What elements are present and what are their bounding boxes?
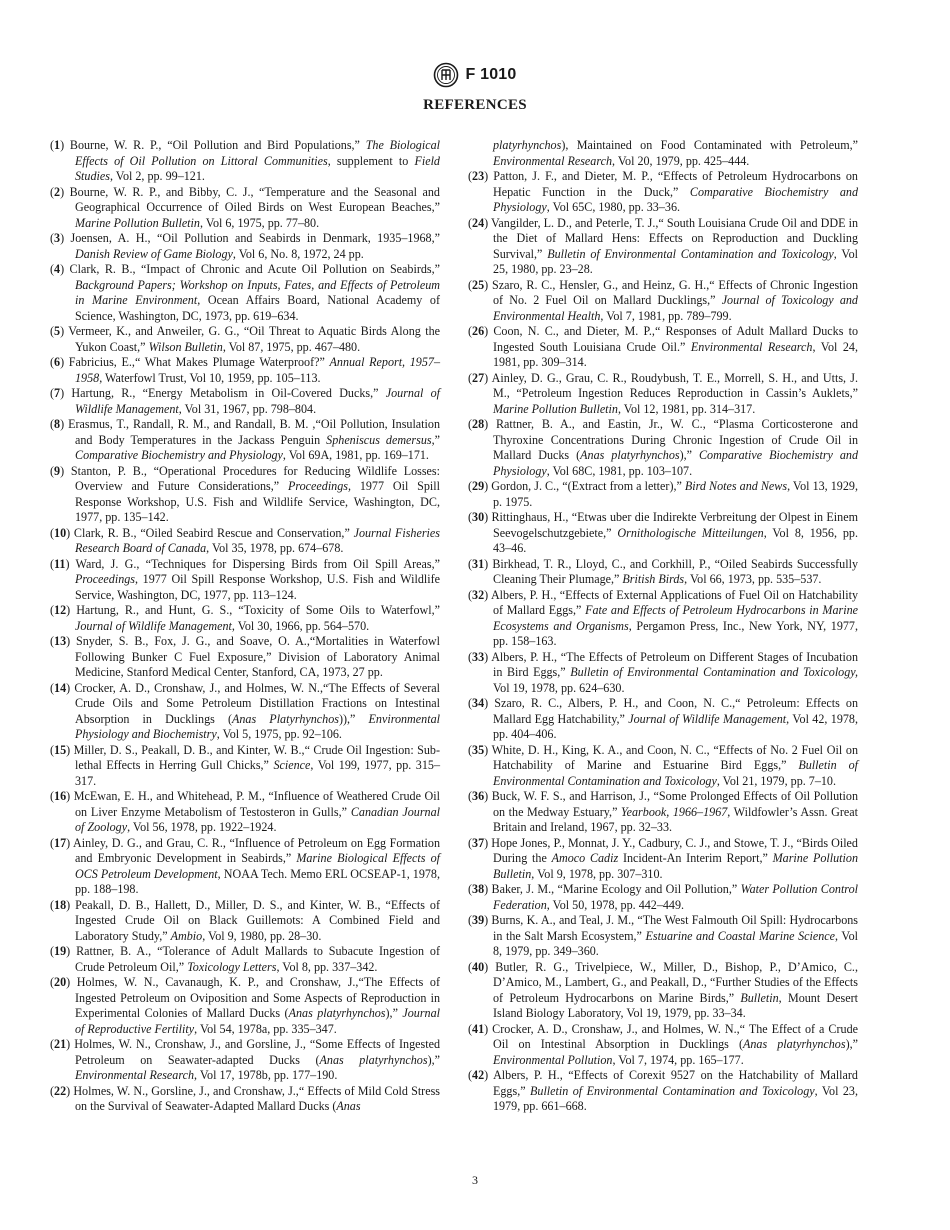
reference-number: 24 <box>472 215 485 230</box>
reference-italic-text: Anas platyrhynchos <box>580 448 680 462</box>
reference-item: (25) Szaro, R. C., Hensler, G., and Heinz, G. H.,“ Effects of Chronic Ingestion of No. 2 Fuel Oil on Mallard Ducklings,” Journal of Toxicology and Environmental Health, Vol 7, 1981, pp. 789–799. <box>468 277 858 323</box>
reference-text: Rattner, B. A., “Tolerance of Adult Mallards to Subacute Ingestion of Crude Petroleum Oil,” <box>75 944 440 974</box>
reference-text: , Vol 42, 1978, pp. 404–406. <box>493 711 858 741</box>
reference-italic-text: Environmental Research <box>493 153 613 168</box>
reference-italic-text: Ambio <box>170 928 203 943</box>
reference-text: , Vol 30, 1966, pp. 564–570. <box>231 618 370 633</box>
reference-text: Ainley, D. G., Grau, C. R., Roudybush, T. E., Morrell, S. H., and Utts, J. M., “Petroleum Ingestion Reduces Reproduction in Cassin’s Auklets,” <box>491 370 858 400</box>
reference-text: Hope Jones, P., Monnat, J. Y., Cadbury, C. J., and Stowe, T. J., “Birds Oiled During the <box>491 835 858 865</box>
reference-text: , Vol 68C, 1981, pp. 103–107. <box>546 463 693 478</box>
reference-item: (34) Szaro, R. C., Albers, P. H., and Coon, N. C.,“ Petroleum: Effects on Mallard Egg Hatchability,” Journal of Wildlife Management, Vol 42, 1978, pp. 404–406. <box>468 696 858 741</box>
reference-text: Hartung, R., and Hunt, G. S., “Toxicity of Some Oils to Waterfowl,” <box>76 603 440 617</box>
reference-text: , Vol 69A, 1981, pp. 169–171. <box>282 448 429 462</box>
reference-italic-text: Yearbook, 1966–1967 <box>621 804 728 819</box>
reference-text: Clark, R. B., “Impact of Chronic and Acute Oil Pollution on Seabirds,” <box>69 262 440 276</box>
reference-number: 7 <box>54 386 61 400</box>
reference-number: 14 <box>54 680 67 695</box>
reference-item: (28) Rattner, B. A., and Eastin, Jr., W. C., “Plasma Corticosterone and Thyroxine Concentrations During Chronic Ingestion of Crude Oil in Mallard Ducks (Anas platyrhynchos),” Comparative Biochemistry and Physiology, Vol 68C, 1981, pp. 103–107. <box>468 417 859 478</box>
reference-italic-text: Journal of Reproductive Fertility <box>75 1006 440 1036</box>
reference-item: (14) Crocker, A. D., Cronshaw, J., and Holmes, W. N.,“The Effects of Several Crude Oils and Some Petroleum Distillation Fractions on Intestinal Absorption in Ducklings (Anas Platyrhynchos)),” Environmental Physiology and Biochemistry, Vol 5, 1975, pp. 92–106. <box>50 680 440 741</box>
reference-item: (20) Holmes, W. N., Cavanaugh, K. P., and Cronshaw, J.,“The Effects of Ingested Petroleum on Oviposition and Some Aspects of Reproduction in Experimental Colonies of Mallard Ducks (Anas platyrhynchos),” Journal of Reproductive Fertility, Vol 54, 1978a, pp. 335–347. <box>50 975 440 1036</box>
reference-item: (37) Hope Jones, P., Monnat, J. Y., Cadbury, C. J., and Stowe, T. J., “Birds Oiled During the Amoco Cadiz Incident-An Interim Report,” Marine Pollution Bulletin, Vol 9, 1978, pp. 307–310. <box>468 835 858 881</box>
reference-italic-text: Anas platyrhynchos <box>288 1006 386 1020</box>
reference-text: Baker, J. M., “Marine Ecology and Oil Pollution,” <box>491 882 741 896</box>
reference-italic-text: Proceedings <box>75 572 136 586</box>
reference-number: 29 <box>472 479 485 493</box>
reference-text: Albers, P. H., “The Effects of Petroleum on Different Stages of Incubation in Bird Eggs,” <box>491 649 858 679</box>
reference-number: 22 <box>54 1083 67 1098</box>
reference-italic-text: Comparative Biochemistry and Physiology <box>493 448 859 478</box>
reference-text: , Vol 9, 1978, pp. 307–310. <box>531 866 663 881</box>
reference-number: 20 <box>54 975 67 989</box>
reference-number: 11 <box>54 556 66 571</box>
reference-item: (35) White, D. H., King, K. A., and Coon, N. C., “Effects of No. 2 Fuel Oil on Hatchability of Marine and Estuarine Bird Eggs,” Bulletin of Environmental Contamination and Toxicology, Vol 21, 1979, pp. 7–10. <box>468 742 858 788</box>
reference-text: Peakall, D. B., Hallett, D., Miller, D. S., and Kinter, W. B., “Effects of Ingested Crude Oil on Black Guillemots: A Combined Field and Laboratory Study,” <box>75 897 440 943</box>
reference-text: ),” <box>845 1037 858 1051</box>
reference-italic-text: Anas platyrhynchos <box>742 1037 846 1051</box>
reference-text: Butler, R. G., Trivelpiece, W., Miller, D., Bishop, P., D’Amico, C., D’Amico, M., Lambert, G., and Peakall, D., “Further Studies of the Effects of Petroleum Hydrocarbons on Marine Birds,” <box>493 959 858 1005</box>
reference-item: (7) Hartung, R., “Energy Metabolism in Oil-Covered Ducks,” Journal of Wildlife Management, Vol 31, 1967, pp. 798–804. <box>50 386 440 416</box>
reference-italic-text: Environmental Research <box>690 339 813 354</box>
reference-italic-text: Science <box>273 758 311 772</box>
reference-text: , Vol 9, 1980, pp. 28–30. <box>202 928 322 943</box>
reference-text: ),” <box>427 1052 440 1067</box>
reference-text: , Vol 6, 1975, pp. 77–80. <box>199 215 320 230</box>
reference-text: Vangilder, L. D., and Peterle, T. J.,“ South Louisiana Crude Oil and DDE in the Diet of Mallard Hens: Effects on Reproduction and Duckling Survival,” <box>491 215 858 261</box>
reference-text: ),” <box>385 1006 403 1020</box>
reference-text: , Vol 7, 1981, pp. 789–799. <box>600 308 732 323</box>
reference-number: 34 <box>472 696 485 710</box>
reference-italic-text: Bulletin <box>740 990 779 1005</box>
reference-item: (11) Ward, J. G., “Techniques for Dispersing Birds from Oil Spill Areas,” Proceedings, 1977 Oil Spill Response Workshop, U.S. Fish and Wildlife Service, Washington, DC, 1977, pp. 113–124. <box>50 556 440 602</box>
reference-item: (39) Burns, K. A., and Teal, J. M., “The West Falmouth Oil Spill: Hydrocarbons in the Salt Marsh Ecosystem,” Estuarine and Coastal Marine Science, Vol 8, 1979, pp. 349–360. <box>468 913 858 958</box>
reference-italic-text: Water Pollution Control Federation <box>493 882 858 912</box>
reference-number: 17 <box>54 835 67 850</box>
reference-text: Crocker, A. D., Cronshaw, J., and Holmes, W. N.,“ The Effect of a Crude Oil on Intestinal Absorption in Ducklings ( <box>492 1021 858 1051</box>
reference-text: Miller, D. S., Peakall, D. B., and Kinter, W. B.,“ Crude Oil Ingestion: Sub-lethal Effects in Herring Gull Chicks,” <box>73 742 440 772</box>
reference-italic-text: Environmental Physiology and Biochemistry <box>75 711 440 741</box>
reference-text: Burns, K. A., and Teal, J. M., “The West Falmouth Oil Spill: Hydrocarbons in the Salt Marsh Ecosystem,” <box>491 913 858 943</box>
page-number: 3 <box>472 1173 478 1187</box>
reference-text: Birkhead, T. R., Lloyd, C., and Corkhill, P., “Oiled Seabirds Successfully Cleaning Their Plumage,” <box>492 556 858 586</box>
reference-italic-text: Marine Pollution Bulletin <box>493 851 858 881</box>
reference-item: (13) Snyder, S. B., Fox, J. G., and Soave, O. A.,“Mortalities in Waterfowl Following Bunker C Fuel Exposure,” Division of Laboratory Animal Medicine, Stanford Medical Center, Stanford, CA, 1973, 27 pp. <box>50 634 440 679</box>
reference-text: Coon, N. C., and Dieter, M. P.,“ Responses of Adult Mallard Ducks to Ingested South Louisiana Crude Oil.” <box>493 324 858 354</box>
reference-number: 37 <box>472 835 485 850</box>
reference-number: 6 <box>54 355 61 369</box>
reference-italic-text: Environmental Pollution <box>493 1052 613 1067</box>
reference-text: Hartung, R., “Energy Metabolism in Oil-Covered Ducks,” <box>71 386 386 400</box>
reference-item: (31) Birkhead, T. R., Lloyd, C., and Corkhill, P., “Oiled Seabirds Successfully Cleaning Their Plumage,” British Birds, Vol 66, 1973, pp. 535–537. <box>468 556 858 586</box>
reference-italic-text: Comparative Biochemistry and Physiology <box>75 448 283 462</box>
reference-text: Bourne, W. R. P., and Bibby, C. J., “Temperature and the Seasonal and Geographical Occurrence of Oiled Birds on West European Beaches,” <box>69 184 440 214</box>
reference-text: , Vol 25, 1980, pp. 23–28. <box>493 246 858 276</box>
reference-text: Incident-An Interim Report,” <box>618 851 773 865</box>
reference-item: (9) Stanton, P. B., “Operational Procedures for Reducing Wildlife Losses: Overview and Future Considerations,” Proceedings, 1977 Oil Spill Response Workshop, U.S. Fish and Wildlife Service, Washington, DC, 1977, pp. 135–142. <box>50 463 440 524</box>
astm-logo-icon <box>433 62 459 88</box>
reference-text: Erasmus, T., Randall, R. M., and Randall, B. M. ,“Oil Pollution, Insulation and Body Temperatures in the Jackass Penguin <box>68 417 440 447</box>
reference-text: Crocker, A. D., Cronshaw, J., and Holmes, W. N.,“The Effects of Several Crude Oils and Some Petroleum Distillation Fractions on Intestinal Absorption in Ducklings ( <box>74 680 440 726</box>
reference-italic-text: Proceedings, <box>287 479 352 493</box>
reference-item: (17) Ainley, D. G., and Grau, C. R., “Influence of Petroleum on Egg Formation and Embryonic Development in Seabirds,” Marine Biological Effects of OCS Petroleum Development, NOAA Tech. Memo ERL OCSEAP-1, 1978, pp. 188–198. <box>50 835 440 896</box>
reference-italic-text: Bulletin of Environmental Contamination and Toxicology <box>493 758 858 788</box>
reference-text: , Vol 8, pp. 337–342. <box>276 959 378 974</box>
reference-item: (15) Miller, D. S., Peakall, D. B., and Kinter, W. B.,“ Crude Oil Ingestion: Sub-lethal Effects in Herring Gull Chicks,” Science, Vol 199, 1977, pp. 315–317. <box>50 742 440 788</box>
reference-text: ), Maintained on Food Contaminated with Petroleum,” <box>561 138 858 152</box>
reference-text: , Vol 35, 1978, pp. 674–678. <box>206 541 344 555</box>
reference-number: 30 <box>472 510 485 524</box>
reference-number: 41 <box>472 1021 485 1036</box>
reference-number: 27 <box>472 370 485 385</box>
reference-text: , Vol 8, 1979, pp. 349–360. <box>493 928 858 958</box>
reference-number: 5 <box>54 324 61 338</box>
reference-text: , Vol 31, 1967, pp. 798–804. <box>178 401 317 416</box>
reference-number: 19 <box>54 944 67 958</box>
reference-item: (5) Vermeer, K., and Anweiler, G. G., “Oil Threat to Aquatic Birds Along the Yukon Coast,” Wilson Bulletin, Vol 87, 1975, pp. 467–480. <box>50 324 440 354</box>
reference-item: (41) Crocker, A. D., Cronshaw, J., and Holmes, W. N.,“ The Effect of a Crude Oil on Intestinal Absorption in Ducklings (Anas platyrhynchos),” Environmental Pollution, Vol 7, 1974, pp. 165–177. <box>468 1021 858 1067</box>
reference-number: 36 <box>472 789 485 803</box>
reference-italic-text: Ornithologische Mitteilungen <box>617 525 764 540</box>
references-left-column <box>50 138 440 1115</box>
reference-text: Holmes, W. N., Gorsline, J., and Cronshaw, J.,“ Effects of Mild Cold Stress on the Survival of Seawater-Adapted Mallard Ducks ( <box>73 1083 440 1113</box>
reference-italic-text: Annual Report, 1957–1958 <box>75 355 440 385</box>
reference-text: , Vol 54, 1978a, pp. 335–347. <box>194 1021 337 1036</box>
references-right-column <box>468 138 858 1115</box>
reference-italic-text: Amoco Cadiz <box>551 851 619 865</box>
reference-text: Vermeer, K., and Anweiler, G. G., “Oil Threat to Aquatic Birds Along the Yukon Coast,” <box>68 324 440 354</box>
reference-italic-text: Background Papers; Workshop on Inputs, Fates, and Effects of Petroleum in Marine Environment <box>75 277 440 307</box>
reference-number: 1 <box>54 138 61 152</box>
reference-text: ),” <box>679 448 699 462</box>
reference-italic-text: Field Studies <box>75 153 440 183</box>
reference-item: (26) Coon, N. C., and Dieter, M. P.,“ Responses of Adult Mallard Ducks to Ingested South Louisiana Crude Oil.” Environmental Research, Vol 24, 1981, pp. 309–314. <box>468 324 858 369</box>
reference-item: (1) Bourne, W. R. P., “Oil Pollution and Bird Populations,” The Biological Effects of Oil Pollution on Littoral Communities, supplement to Field Studies, Vol 2, pp. 99–121. <box>50 138 440 183</box>
reference-item: (6) Fabricius, E.,“ What Makes Plumage Waterproof?” Annual Report, 1957–1958, Waterfowl Trust, Vol 10, 1959, pp. 105–113. <box>50 355 440 385</box>
reference-text: , Waterfowl Trust, Vol 10, 1959, pp. 105–113. <box>99 370 321 385</box>
reference-text: Albers, P. H., “Effects of Corexit 9527 on the Hatchability of Mallard Eggs,” <box>493 1068 858 1098</box>
reference-italic-text: Wilson Bulletin <box>148 339 223 354</box>
reference-item: (3) Joensen, A. H., “Oil Pollution and Seabirds in Denmark, 1935–1968,” Danish Review of Game Biology, Vol 6, No. 8, 1972, 24 pp. <box>50 231 440 261</box>
reference-number: 23 <box>472 169 485 183</box>
reference-italic-text: Anas Platyrhynchos <box>231 711 339 726</box>
reference-text: , Vol 199, 1977, pp. 315–317. <box>75 758 440 788</box>
reference-italic-text: Comparative Biochemistry and Physiology <box>493 184 858 214</box>
reference-number: 28 <box>472 417 485 431</box>
reference-italic-text: Marine Pollution Bulletin <box>75 215 200 230</box>
reference-text: , Vol 23, 1979, pp. 661–668. <box>493 1083 858 1113</box>
reference-text: , Vol 50, 1978, pp. 442–449. <box>546 897 685 912</box>
reference-text: , Vol 66, 1973, pp. 535–537. <box>684 572 822 586</box>
reference-number: 38 <box>472 882 485 896</box>
reference-item: (40) Butler, R. G., Trivelpiece, W., Miller, D., Bishop, P., D’Amico, C., D’Amico, M., Lambert, G., and Peakall, D., “Further Studies of the Effects of Petroleum Hydrocarbons on Marine Birds,” Bulletin, Mount Desert Island Biology Laboratory, Vol 19, 1979, pp. 33–34. <box>468 959 858 1020</box>
reference-text: , Pergamon Press, Inc., New York, NY, 1977, pp. 158–163. <box>493 618 859 648</box>
reference-text: , Vol 65C, 1980, pp. 33–36. <box>546 200 681 214</box>
reference-text: , Vol 5, 1975, pp. 92–106. <box>216 727 342 741</box>
reference-number: 8 <box>54 417 61 431</box>
reference-italic-text: Anas platyrhynchos <box>319 1052 428 1067</box>
reference-number: 13 <box>54 634 67 648</box>
reference-italic-text: Bulletin of Environmental Contamination and Toxicology <box>547 246 834 261</box>
reference-italic-text: Estuarine and Coastal Marine Science <box>645 928 836 943</box>
reference-italic-text: Environmental Research <box>75 1068 195 1082</box>
reference-item: (36) Buck, W. F. S., and Harrison, J., “Some Prolonged Effects of Oil Pollution on the Medway Estuary,” Yearbook, 1966–1967, Wildfowler’s Assn. Great Britain and Ireland, 1967, pp. 32–33. <box>468 789 858 834</box>
reference-italic-text: Journal Fisheries Research Board of Canada <box>75 525 440 555</box>
reference-text: Vol 19, 1978, pp. 624–630. <box>493 680 625 695</box>
reference-number: 12 <box>54 603 67 617</box>
reference-number: 2 <box>54 184 61 199</box>
reference-item: (10) Clark, R. B., “Oiled Seabird Rescue and Conservation,” Journal Fisheries Research Board of Canada, Vol 35, 1978, pp. 674–678. <box>50 525 440 555</box>
reference-text: , Vol 13, 1929, p. 1975. <box>493 479 858 509</box>
reference-item: (24) Vangilder, L. D., and Peterle, T. J.,“ South Louisiana Crude Oil and DDE in the Diet of Mallard Hens: Effects on Reproduction and Duckling Survival,” Bulletin of Environmental Contamination and Toxicology, Vol 25, 1980, pp. 23–28. <box>468 215 858 276</box>
reference-number: 35 <box>472 742 485 757</box>
reference-number: 21 <box>54 1037 67 1051</box>
reference-italic-text: Fate and Effects of Petroleum Hydrocarbons in Marine Ecosystems and Organisms <box>493 603 858 633</box>
reference-number: 26 <box>472 324 485 338</box>
reference-text: , Ocean Affairs Board, National Academy of Science, Washington, DC, 1973, pp. 619–634. <box>75 293 440 323</box>
reference-text: Clark, R. B., “Oiled Seabird Rescue and Conservation,” <box>73 525 354 540</box>
reference-italic-text: Journal of Wildlife Management <box>75 386 440 416</box>
reference-text: McEwan, E. H., and Whitehead, P. M., “Influence of Weathered Crude Oil on Liver Enzyme Metabolism of Testosteron in Gulls,” <box>73 789 440 819</box>
reference-item: (30) Rittinghaus, H., “Etwas uber die Indirekte Verbreitung der Olpest in Einem Seevogelschutzgebiete,” Ornithologische Mitteilungen, Vol 8, 1956, pp. 43–46. <box>468 510 858 555</box>
reference-text: Buck, W. F. S., and Harrison, J., “Some Prolonged Effects of Oil Pollution on the Medway Estuary,” <box>491 789 858 819</box>
reference-italic-text: Spheniscus demersus <box>326 432 432 447</box>
reference-number: 25 <box>472 277 485 292</box>
reference-item: (42) Albers, P. H., “Effects of Corexit 9527 on the Hatchability of Mallard Eggs,” Bulletin of Environmental Contamination and Toxicology, Vol 23, 1979, pp. 661–668. <box>468 1068 858 1113</box>
reference-italic-text: Bird Notes and News <box>684 479 788 493</box>
reference-text: , Vol 87, 1975, pp. 467–480. <box>222 339 361 354</box>
reference-text: , Vol 56, 1978, pp. 1922–1924. <box>127 820 277 834</box>
reference-italic-text: Journal of Wildlife Management <box>75 618 232 633</box>
reference-italic-text: Anas <box>336 1099 361 1113</box>
reference-italic-text: Bulletin of Environmental Contamination and Toxicology, <box>570 665 858 679</box>
reference-italic-text: Bulletin of Environmental Contamination and Toxicology <box>530 1083 815 1098</box>
reference-number: 4 <box>54 262 61 276</box>
reference-italic-text: British Birds <box>622 572 685 586</box>
reference-text: , Vol 7, 1974, pp. 165–177. <box>612 1052 744 1067</box>
reference-number: 33 <box>472 649 485 664</box>
reference-italic-text: Marine Biological Effects of OCS Petroleum Development <box>75 851 440 881</box>
reference-italic-text: Marine Pollution Bulletin <box>493 401 618 416</box>
reference-text: Rattner, B. A., and Eastin, Jr., W. C., “Plasma Corticosterone and Thyroxine Concentrations During Chronic Ingestion of Crude Oil in Mallard Ducks ( <box>493 417 858 462</box>
reference-number: 39 <box>472 913 485 927</box>
document-header <box>0 60 950 90</box>
reference-number: 40 <box>472 959 485 974</box>
reference-number: 15 <box>54 742 67 757</box>
reference-italic-text: platyrhynchos <box>493 138 562 152</box>
reference-text: , NOAA Tech. Memo ERL OCSEAP-1, 1978, pp. 188–198. <box>75 866 440 896</box>
reference-text: , Vol 21, 1979, pp. 7–10. <box>716 773 837 788</box>
reference-item: (8) Erasmus, T., Randall, R. M., and Randall, B. M. ,“Oil Pollution, Insulation and Body Temperatures in the Jackass Penguin Spheniscus demersus,” Comparative Biochemistry and Physiology, Vol 69A, 1981, pp. 169–171. <box>50 417 441 462</box>
reference-item: (2) Bourne, W. R. P., and Bibby, C. J., “Temperature and the Seasonal and Geographical Occurrence of Oiled Birds on West European Beaches,” Marine Pollution Bulletin, Vol 6, 1975, pp. 77–80. <box>50 184 440 230</box>
reference-text: , Vol 24, 1981, pp. 309–314. <box>493 339 858 369</box>
reference-text: , Vol 8, 1956, pp. 43–46. <box>493 525 858 555</box>
reference-text: , Vol 20, 1979, pp. 425–444. <box>612 153 750 168</box>
reference-italic-text: The Biological Effects of Oil Pollution on Littoral Communities <box>75 138 440 168</box>
reference-text: Bourne, W. R. P., “Oil Pollution and Bird Populations,” <box>69 138 366 152</box>
reference-text: Holmes, W. N., Cavanaugh, K. P., and Cronshaw, J.,“The Effects of Ingested Petroleum on Oviposition and Some Aspects of Reproduction in Experimental Colonies of Mallard Ducks ( <box>75 975 440 1020</box>
reference-text: , Vol 2, pp. 99–121. <box>109 169 205 183</box>
reference-number: 32 <box>472 587 485 602</box>
reference-item: (21) Holmes, W. N., Cronshaw, J., and Gorsline, J., “Some Effects of Ingested Petroleum on Seawater-adapted Ducks (Anas platyrhynchos),” Environmental Research, Vol 17, 1978b, pp. 177–190. <box>50 1037 440 1082</box>
reference-text: )),” <box>338 711 369 726</box>
reference-item: (4) Clark, R. B., “Impact of Chronic and Acute Oil Pollution on Seabirds,” Background Papers; Workshop on Inputs, Fates, and Effects of Petroleum in Marine Environment, Ocean Affairs Board, National Academy of Science, Washington, DC, 1973, pp. 619–634. <box>50 262 440 323</box>
reference-item: (38) Baker, J. M., “Marine Ecology and Oil Pollution,” Water Pollution Control Federation, Vol 50, 1978, pp. 442–449. <box>468 882 858 912</box>
reference-italic-text: Toxicology Letters <box>187 959 277 974</box>
reference-italic-text: Journal of Wildlife Management <box>628 711 787 726</box>
reference-item: (18) Peakall, D. B., Hallett, D., Miller, D. S., and Kinter, W. B., “Effects of Ingested Crude Oil on Black Guillemots: A Combined Field and Laboratory Study,” Ambio, Vol 9, 1980, pp. 28–30. <box>50 897 440 943</box>
reference-text: Snyder, S. B., Fox, J. G., and Soave, O. A.,“Mortalities in Waterfowl Following Bunker C Fuel Exposure,” Division of Laboratory Animal Medicine, Stanford Medical Center, Stanford, CA, 1973, 27 pp. <box>75 634 440 679</box>
reference-number: 16 <box>54 789 67 803</box>
reference-item: (22) Holmes, W. N., Gorsline, J., and Cronshaw, J.,“ Effects of Mild Cold Stress on the Survival of Seawater-Adapted Mallard Ducks (Anas <box>50 1083 440 1113</box>
reference-item: (23) Patton, J. F., and Dieter, M. P., “Effects of Petroleum Hydrocarbons on Hepatic Function in the Duck,” Comparative Biochemistry and Physiology, Vol 65C, 1980, pp. 33–36. <box>468 169 858 214</box>
section-title: REFERENCES <box>423 97 527 113</box>
reference-text: Ward, J. G., “Techniques for Dispersing Birds from Oil Spill Areas,” <box>75 556 440 571</box>
reference-text: Rittinghaus, H., “Etwas uber die Indirekte Verbreitung der Olpest in Einem Seevogelschutzgebiete,” <box>491 510 858 540</box>
reference-italic-text: Journal of Toxicology and Environmental Health <box>493 293 858 323</box>
reference-number: 42 <box>472 1068 485 1082</box>
reference-text: Ainley, D. G., and Grau, C. R., “Influence of Petroleum on Egg Formation and Embryonic Development in Seabirds,” <box>73 835 440 865</box>
reference-text: Stanton, P. B., “Operational Procedures for Reducing Wildlife Losses: Overview and Future Considerations,” <box>70 463 440 493</box>
reference-item: (33) Albers, P. H., “The Effects of Petroleum on Different Stages of Incubation in Bird Eggs,” Bulletin of Environmental Contamination and Toxicology, Vol 19, 1978, pp. 624–630. <box>468 649 858 695</box>
reference-number: 9 <box>54 463 61 478</box>
reference-text: Patton, J. F., and Dieter, M. P., “Effects of Petroleum Hydrocarbons on Hepatic Function in the Duck,” <box>493 169 858 199</box>
reference-item: (29) Gordon, J. C., “(Extract from a letter),” Bird Notes and News, Vol 13, 1929, p. 1975. <box>468 479 858 509</box>
reference-text: , Mount Desert Island Biology Laboratory, Vol 19, 1979, pp. 33–34. <box>493 990 858 1020</box>
reference-text: Szaro, R. C., Albers, P. H., and Coon, N. C.,“ Petroleum: Effects on Mallard Egg Hatchability,” <box>493 696 858 726</box>
reference-number: 3 <box>54 231 61 245</box>
reference-text: , Vol 17, 1978b, pp. 177–190. <box>194 1068 338 1082</box>
reference-item: (16) McEwan, E. H., and Whitehead, P. M., “Influence of Weathered Crude Oil on Liver Enzyme Metabolism of Testosteron in Gulls,” Canadian Journal of Zoology, Vol 56, 1978, pp. 1922–1924. <box>50 789 440 834</box>
reference-text: Fabricius, E.,“ What Makes Plumage Waterproof?” <box>68 355 330 369</box>
reference-text: 1977 Oil Spill Response Workshop, U.S. Fish and Wildlife Service, Washington, DC, 1977, pp. 135–142. <box>75 479 440 524</box>
reference-text: Albers, P. H., “Effects of External Applications of Fuel Oil on Hatchability of Mallard Eggs,” <box>490 587 858 617</box>
reference-item: (32) Albers, P. H., “Effects of External Applications of Fuel Oil on Hatchability of Mallard Eggs,” Fate and Effects of Petroleum Hydrocarbons in Marine Ecosystems and Organisms, Pergamon Press, Inc., New York, NY, 1977, pp. 158–163. <box>468 587 859 648</box>
reference-number: 31 <box>472 556 485 571</box>
reference-text: , 1977 Oil Spill Response Workshop, U.S. Fish and Wildlife Service, Washington, DC, 1977, pp. 113–124. <box>75 572 440 602</box>
standard-designation: F 1010 <box>465 66 517 83</box>
reference-number: 18 <box>54 897 67 912</box>
reference-item: (12) Hartung, R., and Hunt, G. S., “Toxicity of Some Oils to Waterfowl,” Journal of Wildlife Management, Vol 30, 1966, pp. 564–570. <box>50 603 440 633</box>
reference-text: Joensen, A. H., “Oil Pollution and Seabirds in Denmark, 1935–1968,” <box>70 231 440 245</box>
reference-text: , Vol 6, No. 8, 1972, 24 pp. <box>232 246 364 261</box>
reference-text: , Wildfowler’s Assn. Great Britain and Ireland, 1967, pp. 32–33. <box>493 804 858 834</box>
reference-item: (27) Ainley, D. G., Grau, C. R., Roudybush, T. E., Morrell, S. H., and Utts, J. M., “Petroleum Ingestion Reduces Reproduction in Cassin’s Auklets,” Marine Pollution Bulletin, Vol 12, 1981, pp. 314–317. <box>468 370 858 416</box>
reference-item: (19) Rattner, B. A., “Tolerance of Adult Mallards to Subacute Ingestion of Crude Petroleum Oil,” Toxicology Letters, Vol 8, pp. 337–342. <box>50 944 440 974</box>
reference-text: , supplement to <box>327 153 415 168</box>
reference-italic-text: Danish Review of Game Biology <box>75 246 233 261</box>
reference-text: Gordon, J. C., “(Extract from a letter),” <box>491 479 685 493</box>
reference-text: ,” <box>431 432 441 447</box>
reference-text: Holmes, W. N., Cronshaw, J., and Gorsline, J., “Some Effects of Ingested Petroleum on Seawater-adapted Ducks ( <box>74 1037 440 1067</box>
reference-italic-text: Canadian Journal of Zoology <box>75 804 440 834</box>
reference-text: Szaro, R. C., Hensler, G., and Heinz, G. H.,“ Effects of Chronic Ingestion of No. 2 Fuel Oil on Mallard Ducklings,” <box>491 277 858 307</box>
reference-continuation <box>468 138 858 169</box>
reference-text: White, D. H., King, K. A., and Coon, N. C., “Effects of No. 2 Fuel Oil on Hatchability of Marine and Estuarine Bird Eggs,” <box>491 742 858 772</box>
reference-text: , Vol 12, 1981, pp. 314–317. <box>617 401 756 416</box>
reference-number: 10 <box>54 525 67 540</box>
